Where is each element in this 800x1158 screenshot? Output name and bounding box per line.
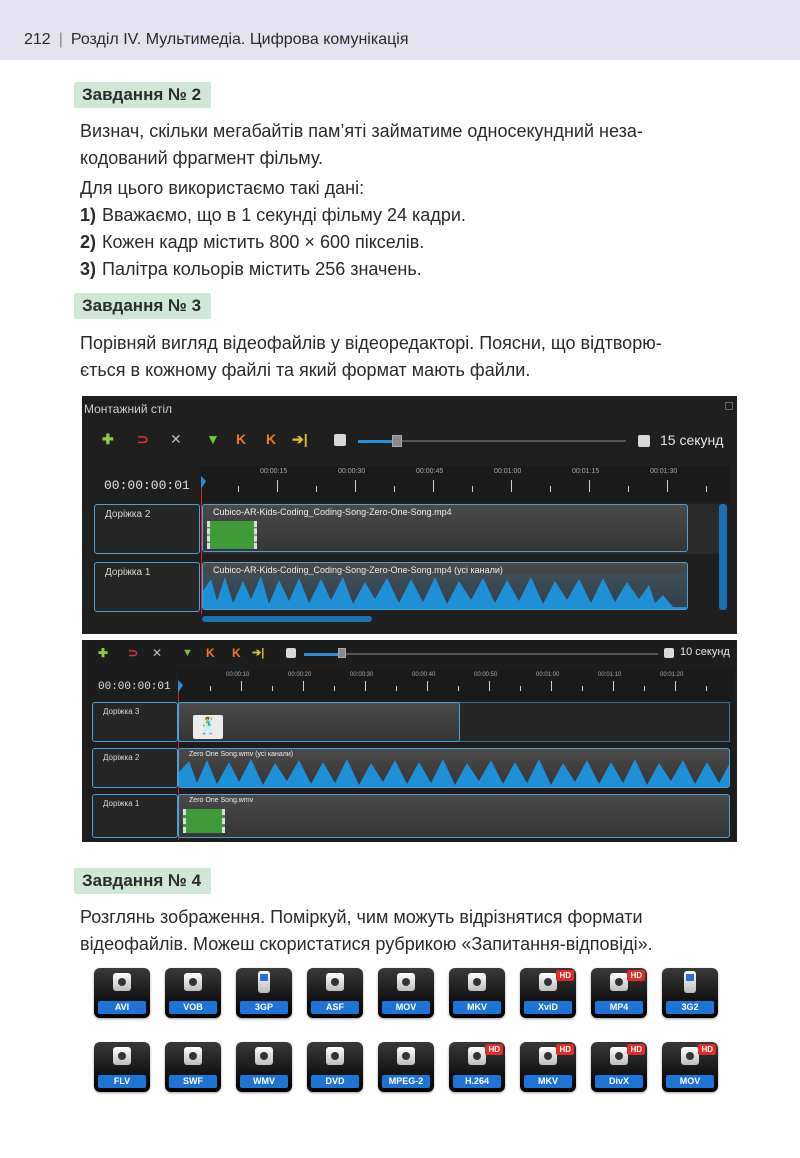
item-number: 1)	[80, 205, 97, 225]
vertical-scrollbar[interactable]	[719, 504, 727, 610]
ruler-tick	[551, 681, 552, 691]
task4-line1: Розглянь зображення. Поміркуй, чим можуть відрізнятися формати	[80, 907, 643, 927]
ruler-tick	[277, 480, 278, 492]
zoom-slider-track[interactable]	[340, 653, 658, 655]
format-label: DVD	[311, 1075, 359, 1088]
timeline-toolbar	[82, 432, 737, 460]
zoom-slider-knob[interactable]	[392, 435, 402, 447]
ruler-label: 00:00:45	[416, 468, 444, 475]
cut-icon[interactable]: ✕	[152, 646, 163, 660]
hd-badge: HD	[556, 1044, 574, 1055]
ruler-tick	[489, 681, 490, 691]
camcorder-icon	[184, 1047, 202, 1065]
ruler-label: 00:01:15	[572, 468, 600, 475]
format-label: MP4	[595, 1001, 643, 1014]
time-ruler[interactable]	[200, 466, 730, 502]
ruler-tick	[589, 480, 590, 492]
ruler-tick	[667, 480, 668, 492]
camcorder-icon	[681, 1047, 699, 1065]
format-label: MPEG-2	[382, 1075, 430, 1088]
clip-title: Cubico-AR-Kids-Coding_Coding-Song-Zero-One-Song.mp4 (усі канали)	[213, 565, 503, 575]
format-icon-mpeg2	[378, 1042, 434, 1092]
zoom-label: 10 секунд	[680, 646, 730, 658]
audio-clip[interactable]	[178, 748, 730, 788]
format-icon-wmv	[236, 1042, 292, 1092]
ruler-label: 00:01:30	[650, 468, 678, 475]
camcorder-icon	[184, 973, 202, 991]
track-name: Доріжка 2	[105, 509, 151, 520]
ruler-tick	[396, 686, 397, 691]
ruler-tick	[303, 681, 304, 691]
hd-badge: HD	[627, 970, 645, 981]
section-title: Розділ IV. Мультимедіа. Цифрова комунікація	[70, 31, 409, 48]
track-name: Доріжка 2	[103, 753, 140, 762]
camcorder-icon	[397, 973, 415, 991]
ruler-label: 00:00:50	[474, 672, 498, 678]
task2-intro-line2: кодований фрагмент фільму.	[80, 148, 324, 168]
page-header	[0, 0, 800, 60]
ruler-tick	[238, 486, 239, 492]
header-separator: |	[58, 31, 63, 48]
trim-arrows-icon[interactable]: ➔|	[292, 431, 308, 447]
clip-title: Zero One Song.wmv	[189, 797, 254, 804]
video-clip[interactable]	[178, 794, 730, 838]
magnet-icon[interactable]: ⊃	[137, 431, 149, 447]
waveform	[179, 757, 730, 787]
format-label: AVI	[98, 1001, 146, 1014]
format-icon-3g2	[662, 968, 718, 1018]
trim-arrows-icon[interactable]: ➔|	[252, 647, 265, 659]
format-label: SWF	[169, 1075, 217, 1088]
track-header-1[interactable]	[92, 794, 178, 838]
waveform	[203, 573, 688, 609]
ruler-tick	[458, 686, 459, 691]
ruler-label: 00:01:00	[494, 468, 522, 475]
task4-badge: Завдання № 4	[74, 868, 211, 894]
ruler-tick	[550, 486, 551, 492]
ruler-tick	[316, 486, 317, 492]
task2-item-2	[80, 229, 424, 256]
ruler-tick	[394, 486, 395, 492]
format-icon-avi	[94, 968, 150, 1018]
format-label: MOV	[666, 1075, 714, 1088]
format-icon-divx	[591, 1042, 647, 1092]
current-time: 00:00:00:01	[104, 478, 190, 493]
format-label: 3G2	[666, 1001, 714, 1014]
format-label: MKV	[524, 1075, 572, 1088]
task3-line1: Порівняй вигляд відеофайлів у відеоредакторі. Поясни, що відтворю-	[80, 333, 662, 353]
ruler-tick	[613, 681, 614, 691]
camcorder-icon	[610, 1047, 628, 1065]
format-label: VOB	[169, 1001, 217, 1014]
ruler-tick	[427, 681, 428, 691]
ruler-tick	[511, 480, 512, 492]
task2-badge: Завдання № 2	[74, 82, 211, 108]
format-icon-mkv	[520, 1042, 576, 1092]
running-head	[24, 31, 409, 49]
zoom-slider-knob[interactable]	[338, 648, 346, 658]
ruler-tick	[210, 686, 211, 691]
camcorder-icon	[326, 1047, 344, 1065]
track-name: Доріжка 3	[103, 707, 140, 716]
magnet-icon[interactable]: ⊃	[128, 646, 139, 660]
format-icon-mov	[662, 1042, 718, 1092]
add-icon[interactable]: ✚	[98, 646, 109, 660]
task2-data-line: Для цього використаємо такі дані:	[80, 178, 365, 198]
page-number: 212	[24, 31, 51, 48]
clip-title: Cubico-AR-Kids-Coding_Coding-Song-Zero-One-Song.mp4	[213, 507, 452, 517]
ruler-tick	[628, 486, 629, 492]
camcorder-icon	[610, 973, 628, 991]
camcorder-icon	[539, 1047, 557, 1065]
task2-item-3	[80, 256, 422, 283]
ruler-tick	[582, 686, 583, 691]
ruler-tick	[365, 681, 366, 691]
camcorder-icon	[397, 1047, 415, 1065]
format-icon-3gp	[236, 968, 292, 1018]
track-header-1[interactable]	[94, 562, 200, 612]
camcorder-icon	[539, 973, 557, 991]
time-ruler[interactable]	[178, 670, 734, 700]
track-header-3[interactable]	[92, 702, 178, 742]
go-start-icon[interactable]: K	[236, 431, 247, 447]
zoom-label: 15 секунд	[660, 432, 724, 448]
task3-text	[80, 330, 736, 384]
camcorder-icon	[255, 1047, 273, 1065]
format-label: XviD	[524, 1001, 572, 1014]
ruler-tick	[520, 686, 521, 691]
image-clip[interactable]	[178, 702, 460, 742]
zoom-checkbox[interactable]	[638, 435, 650, 447]
item-text: Вважаємо, що в 1 секунді фільму 24 кадри.	[102, 205, 466, 225]
task2-intro-line1: Визнач, скільки мегабайтів пам’яті займатиме односекундний неза-	[80, 121, 643, 141]
task4-line2: відеофайлів. Можеш скористатися рубрикою «Запитання-відповіді».	[80, 934, 653, 954]
ruler-tick	[644, 686, 645, 691]
ruler-tick	[706, 486, 707, 492]
video-editor-screenshot-2	[82, 640, 737, 842]
ruler-tick	[433, 480, 434, 492]
close-icon[interactable]	[725, 402, 733, 410]
horizontal-scrollbar[interactable]	[202, 616, 372, 622]
camcorder-icon	[113, 1047, 131, 1065]
current-time: 00:00:00:01	[98, 681, 171, 693]
cut-icon[interactable]: ✕	[170, 431, 182, 447]
go-start-icon[interactable]: K	[206, 646, 215, 660]
item-number: 2)	[80, 232, 97, 252]
task2-intro	[80, 118, 736, 172]
film-thumbnail-icon	[207, 521, 257, 549]
format-label: H.264	[453, 1075, 501, 1088]
phone-icon	[258, 971, 270, 993]
ruler-label: 00:00:30	[350, 672, 374, 678]
format-icon-swf	[165, 1042, 221, 1092]
task3-line2: ється в кожному файлі та який формат мають файли.	[80, 360, 531, 380]
item-number: 3)	[80, 259, 97, 279]
ruler-tick	[241, 681, 242, 691]
format-label: MOV	[382, 1001, 430, 1014]
go-end-icon[interactable]: K	[232, 646, 241, 660]
format-label: ASF	[311, 1001, 359, 1014]
ruler-tick	[272, 686, 273, 691]
format-icon-asf	[307, 968, 363, 1018]
track-name: Доріжка 1	[105, 567, 151, 578]
camcorder-icon	[468, 973, 486, 991]
ruler-label: 00:00:40	[412, 672, 436, 678]
ruler-label: 00:00:30	[338, 468, 366, 475]
zoom-slider-fill	[304, 653, 340, 656]
zoom-slider-track[interactable]	[398, 440, 626, 442]
video-clip[interactable]	[202, 504, 688, 552]
track-name: Доріжка 1	[103, 799, 140, 808]
format-icon-mov	[378, 968, 434, 1018]
lock-icon[interactable]	[286, 648, 296, 658]
format-icon-xvid	[520, 968, 576, 1018]
track-header-2[interactable]	[92, 748, 178, 788]
task2-item-1	[80, 202, 466, 229]
ruler-label: 00:00:10	[226, 672, 250, 678]
lock-icon[interactable]	[334, 434, 346, 446]
audio-clip[interactable]	[202, 562, 688, 610]
format-icon-mp4	[591, 968, 647, 1018]
zoom-checkbox[interactable]	[664, 648, 674, 658]
task3-badge: Завдання № 3	[74, 293, 211, 319]
ruler-label: 00:01:10	[598, 672, 622, 678]
item-text: Палітра кольорів містить 256 значень.	[102, 259, 422, 279]
phone-icon	[684, 971, 696, 993]
ruler-label: 00:00:15	[260, 468, 288, 475]
ruler-tick	[334, 686, 335, 691]
format-icon-vob	[165, 968, 221, 1018]
split-down-icon[interactable]: ▼	[206, 431, 220, 447]
go-end-icon[interactable]: K	[266, 431, 277, 447]
split-down-icon[interactable]: ▼	[182, 647, 193, 659]
ruler-tick	[472, 486, 473, 492]
ruler-tick	[675, 681, 676, 691]
ruler-label: 00:01:20	[660, 672, 684, 678]
format-icon-flv	[94, 1042, 150, 1092]
camcorder-icon	[326, 973, 344, 991]
format-icon-h264	[449, 1042, 505, 1092]
format-label: DivX	[595, 1075, 643, 1088]
item-text: Кожен кадр містить 800 × 600 пікселів.	[102, 232, 425, 252]
hd-badge: HD	[485, 1044, 503, 1055]
add-icon[interactable]: ✚	[102, 431, 114, 447]
dancer-image-icon: 🕺	[193, 715, 223, 739]
ruler-tick	[706, 686, 707, 691]
ruler-label: 00:00:20	[288, 672, 312, 678]
format-label: WMV	[240, 1075, 288, 1088]
camcorder-icon	[468, 1047, 486, 1065]
track-header-2[interactable]	[94, 504, 200, 554]
hd-badge: HD	[556, 970, 574, 981]
format-icon-dvd	[307, 1042, 363, 1092]
format-label: FLV	[98, 1075, 146, 1088]
format-icon-mkv	[449, 968, 505, 1018]
format-label: MKV	[453, 1001, 501, 1014]
clip-title: Zero One Song.wmv (усі канали)	[189, 751, 294, 758]
format-label: 3GP	[240, 1001, 288, 1014]
ruler-label: 00:01:00	[536, 672, 560, 678]
hd-badge: HD	[627, 1044, 645, 1055]
camcorder-icon	[113, 973, 131, 991]
video-editor-screenshot-1	[82, 396, 737, 634]
panel-title: Монтажний стіл	[84, 402, 173, 416]
hd-badge: HD	[698, 1044, 716, 1055]
task4-text	[80, 904, 736, 958]
ruler-tick	[355, 480, 356, 492]
film-thumbnail-icon	[183, 809, 225, 833]
